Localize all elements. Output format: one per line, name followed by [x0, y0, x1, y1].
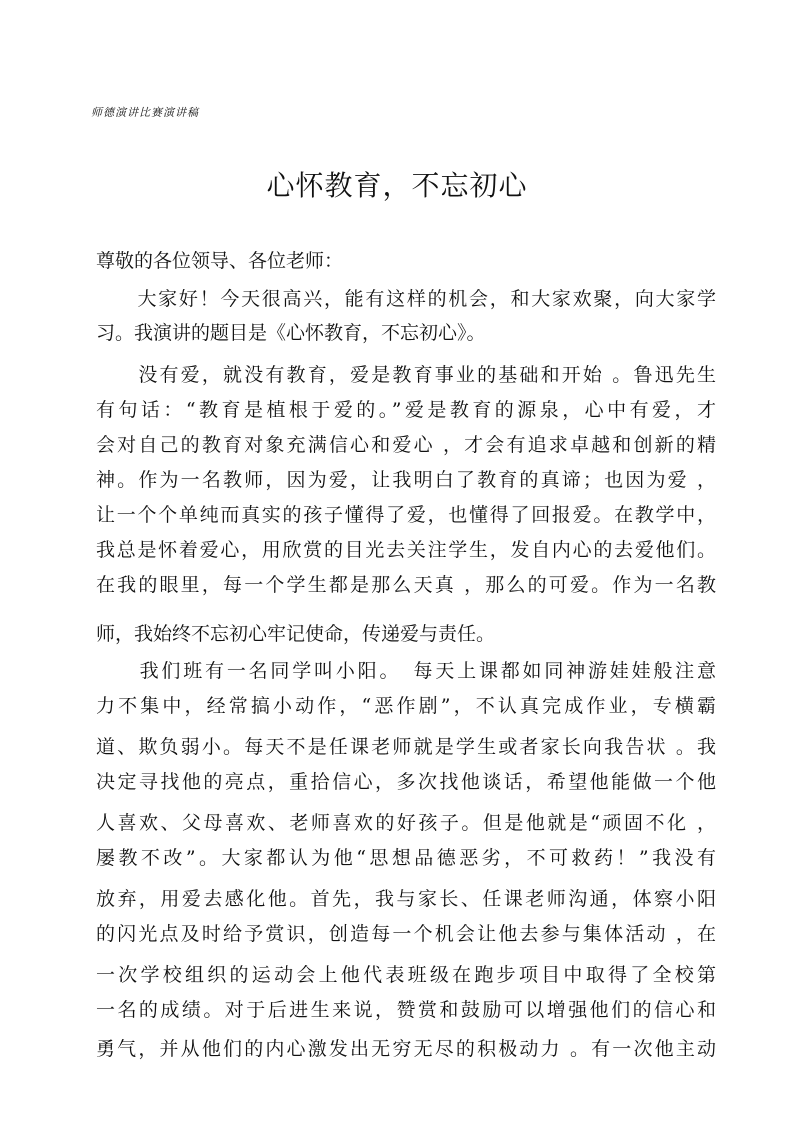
text-line: 屡教不改”。大家都认为他“思想品德恶劣，不可救药！”我没有 [96, 847, 716, 869]
text-line: 我总是怀着爱心，用欣赏的目光去关注学生，发自内心的去爱他们。 [96, 539, 716, 561]
text-line: 有句话：“教育是植根于爱的。”爱是教育的源泉，心中有爱，才 [96, 399, 716, 421]
text-line: 让一个个单纯而真实的孩子懂得了爱，也懂得了回报爱。在教学中， [96, 504, 716, 526]
text-line: 勇气，并从他们的内心激发出无穷无尽的积极动力 。有一次他主动 [96, 1038, 716, 1060]
text-line: 没有爱，就没有教育，爱是教育事业的基础和开始 。鲁迅先生 [96, 364, 716, 386]
text-line: 神。作为一名教师，因为爱，让我明白了教育的真谛；也因为爱 ， [96, 469, 716, 491]
text-line: 决定寻找他的亮点，重拾信心，多次找他谈话，希望他能做一个他 [96, 771, 716, 793]
text-line: 道、欺负弱小。每天不是任课老师就是学生或者家长向我告状 。我 [96, 736, 716, 758]
text-line: 力不集中，经常搞小动作，“恶作剧”，不认真完成作业，专横霸 [96, 695, 716, 717]
text-line: 一名的成绩。对于后进生来说，赞赏和鼓励可以增强他们的信心和 [96, 999, 716, 1021]
text-line: 一次学校组织的运动会上他代表班级在跑步项目中取得了全校第 [96, 964, 716, 986]
text-line: 的闪光点及时给予赏识，创造每一个机会让他去参与集体活动 ，在 [96, 923, 716, 945]
text-line: 我们班有一名同学叫小阳。 每天上课都如同神游娃娃般注意 [96, 660, 716, 682]
header-label: 师德演讲比赛演讲稿 [91, 106, 199, 119]
text-line: 会对自己的教育对象充满信心和爱心 ，才会有追求卓越和创新的精 [96, 434, 716, 456]
text-line: 人喜欢、父母喜欢、老师喜欢的好孩子。但是他就是“顽固不化 ， [96, 812, 716, 834]
text-line: 习。我演讲的题目是《心怀教育，不忘初心》。 [96, 322, 486, 344]
document-title: 心怀教育，不忘初心 [266, 169, 528, 202]
text-line: 放弃，用爱去感化他。首先，我与家长、任课老师沟通，体察小阳 [96, 888, 716, 910]
text-line: 尊敬的各位领导、各位老师： [96, 250, 344, 272]
text-line: 在我的眼里，每一个学生都是那么天真 ，那么的可爱。作为一名教 [96, 574, 716, 596]
text-line: 大家好！今天很高兴，能有这样的机会，和大家欢聚，向大家学 [96, 288, 716, 310]
text-line: 师，我始终不忘初心牢记使命，传递爱与责任。 [96, 623, 496, 645]
